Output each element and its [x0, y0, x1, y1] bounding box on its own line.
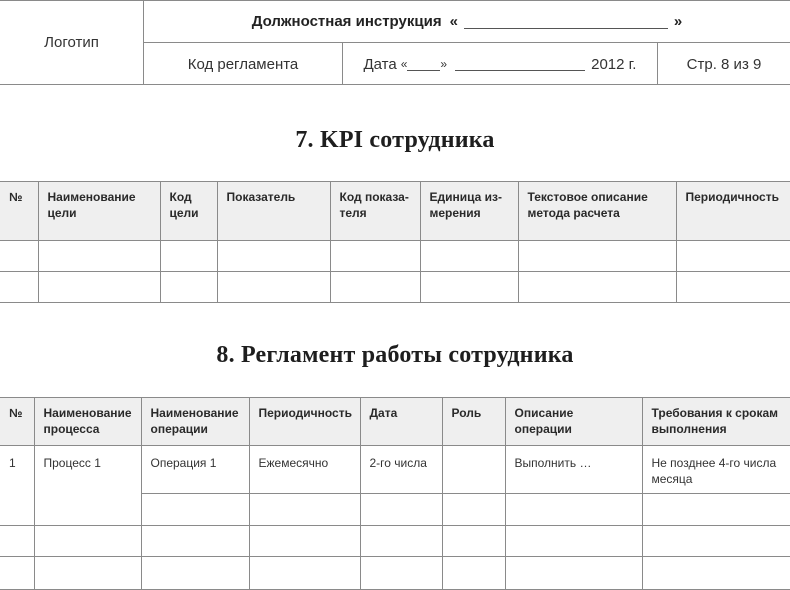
section-8-title: 8. Регламент работы сотрудника	[0, 342, 790, 369]
periodicity[interactable]	[249, 526, 360, 557]
regulation-row	[0, 557, 790, 590]
periodicity[interactable]	[249, 557, 360, 590]
col-goal-name: Наименование цели	[39, 182, 160, 221]
date-quote-open: «	[401, 57, 408, 71]
instruction-name-blank[interactable]	[464, 14, 668, 29]
date[interactable]	[360, 494, 442, 526]
kpi-header-row	[0, 182, 790, 241]
page-number: Стр. 8 из 9	[687, 56, 762, 73]
instruction-title-cell	[144, 0, 790, 43]
regulation-code-cell	[144, 43, 343, 85]
kpi-cell[interactable]	[420, 241, 518, 272]
kpi-row	[0, 241, 790, 272]
operation-description[interactable]	[505, 494, 642, 526]
quote-open: «	[450, 13, 458, 30]
kpi-cell[interactable]	[676, 241, 790, 272]
operation-name[interactable]	[141, 557, 249, 590]
deadline-requirements[interactable]	[642, 494, 790, 526]
col-goal-code: Код цели	[161, 182, 217, 221]
kpi-cell[interactable]	[518, 272, 676, 303]
quote-close: »	[674, 13, 682, 30]
logo-cell	[0, 0, 144, 85]
kpi-cell[interactable]	[0, 241, 38, 272]
role[interactable]	[443, 446, 505, 455]
process-name[interactable]	[34, 557, 141, 590]
day-blank[interactable]	[407, 58, 440, 71]
kpi-cell[interactable]	[0, 272, 38, 303]
operation-name[interactable]: Операция 1	[142, 446, 249, 471]
deadline-requirements[interactable]	[642, 526, 790, 557]
date[interactable]	[360, 526, 442, 557]
regulation-code-label: Код регламента	[188, 56, 299, 73]
section-7-title: 7. KPI сотрудника	[0, 127, 790, 154]
row-number[interactable]: 1	[0, 446, 34, 471]
col-unit: Единица из-мерения	[421, 182, 518, 221]
date[interactable]	[360, 557, 442, 590]
col-indicator: Показатель	[218, 182, 330, 205]
regulation-row	[0, 526, 790, 557]
kpi-cell[interactable]	[330, 241, 420, 272]
col-calc-method: Текстовое описание метода расчета	[519, 182, 676, 221]
periodicity[interactable]: Ежемесячно	[250, 446, 360, 471]
col-date: Дата	[361, 398, 442, 421]
date[interactable]: 2-го числа	[361, 446, 442, 471]
kpi-cell[interactable]	[160, 272, 217, 303]
operation-name[interactable]	[141, 526, 249, 557]
month-blank[interactable]	[455, 58, 585, 71]
col-periodicity: Периодичность	[250, 398, 360, 421]
process-name[interactable]	[34, 526, 141, 557]
kpi-cell[interactable]	[160, 241, 217, 272]
row-number[interactable]	[0, 526, 34, 557]
operation-description[interactable]	[505, 557, 642, 590]
kpi-cell[interactable]	[420, 272, 518, 303]
row-number[interactable]	[0, 557, 34, 590]
col-deadline-requirements: Требования к срокам выполнения	[643, 398, 790, 437]
col-role: Роль	[443, 398, 505, 421]
kpi-cell[interactable]	[676, 272, 790, 303]
col-operation-name: Наименование операции	[142, 398, 249, 437]
kpi-cell[interactable]	[330, 272, 420, 303]
col-indicator-code: Код показа-теля	[331, 182, 420, 221]
regulation-table	[0, 397, 790, 590]
date-cell	[343, 43, 658, 85]
kpi-cell[interactable]	[38, 272, 160, 303]
instruction-title: Должностная инструкция	[252, 13, 442, 30]
kpi-row	[0, 272, 790, 303]
date-label: Дата	[364, 56, 397, 73]
col-periodicity: Периодичность	[677, 182, 790, 205]
logo-label: Логотип	[44, 34, 99, 51]
operation-description[interactable]: Выполнить …	[506, 446, 642, 471]
deadline-requirements[interactable]: Не позднее 4-го числа месяца	[643, 446, 790, 487]
date-quote-close: »	[440, 57, 447, 71]
page-number-cell	[658, 43, 790, 85]
col-operation-description: Описание операции	[506, 398, 642, 437]
kpi-cell[interactable]	[38, 241, 160, 272]
kpi-table	[0, 181, 790, 303]
role[interactable]	[442, 526, 505, 557]
year-label: 2012 г.	[591, 56, 636, 73]
periodicity[interactable]	[249, 494, 360, 526]
process-name[interactable]: Процесс 1	[35, 446, 141, 471]
regulation-row	[0, 446, 790, 494]
col-number: №	[0, 182, 38, 205]
regulation-header-row	[0, 398, 790, 446]
kpi-cell[interactable]	[518, 241, 676, 272]
deadline-requirements[interactable]	[642, 557, 790, 590]
role[interactable]	[442, 494, 505, 526]
col-number: №	[0, 398, 34, 421]
kpi-cell[interactable]	[217, 241, 330, 272]
operation-name[interactable]	[141, 494, 249, 526]
operation-description[interactable]	[505, 526, 642, 557]
col-process-name: Наименование процесса	[35, 398, 141, 437]
role[interactable]	[442, 557, 505, 590]
kpi-cell[interactable]	[217, 272, 330, 303]
